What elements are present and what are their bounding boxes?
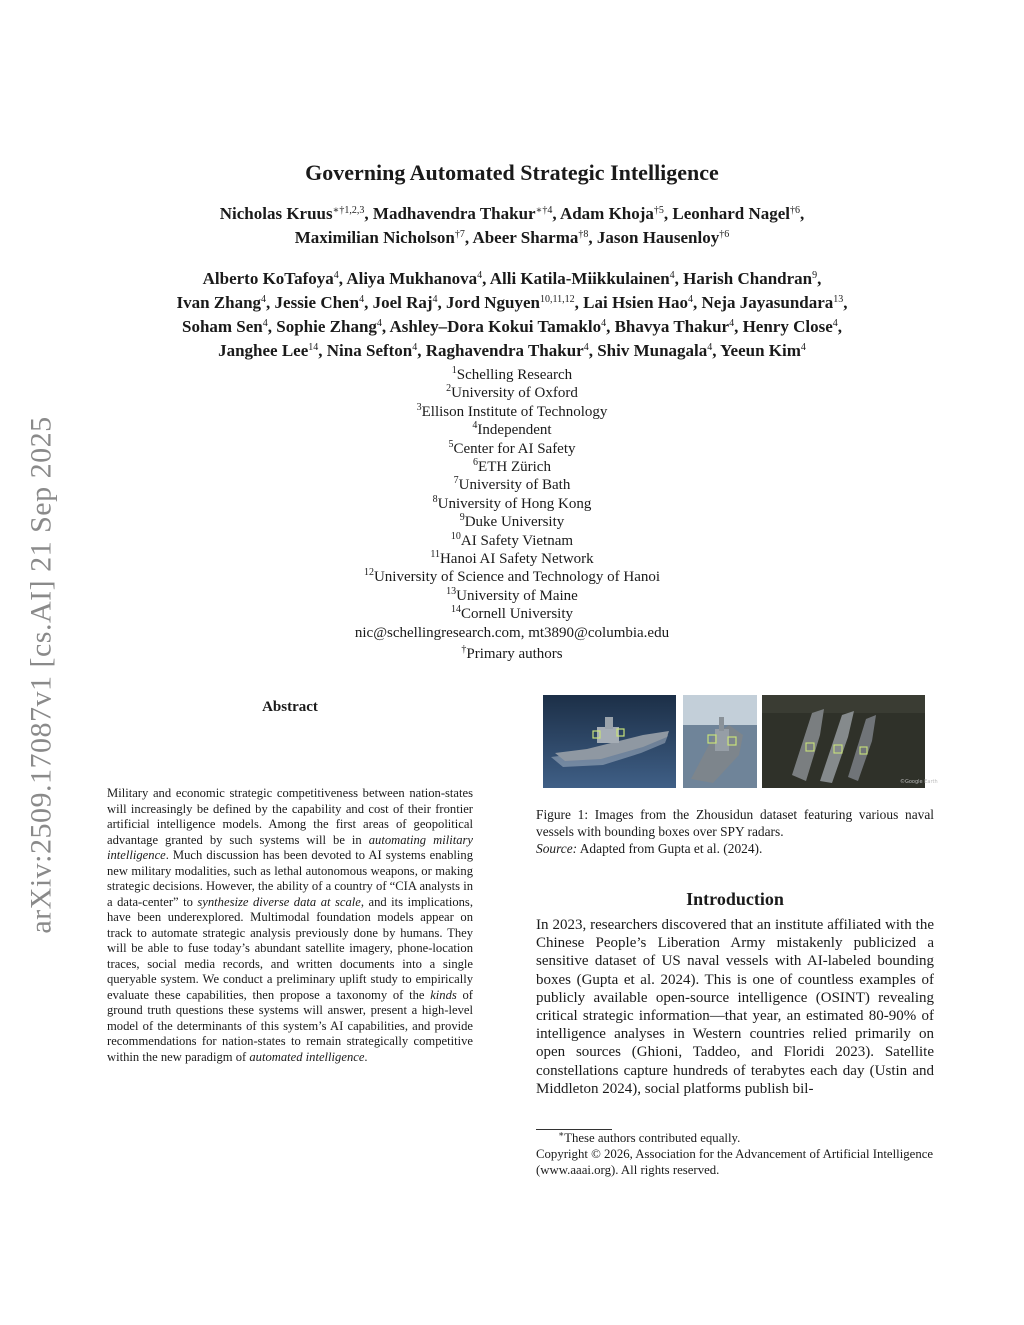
author-name: Yeeun Kim bbox=[720, 341, 801, 360]
author-name: Alli Katila-Miikkulainen bbox=[489, 269, 670, 288]
affiliation-number: 2 bbox=[446, 383, 452, 395]
affiliation bbox=[200, 403, 824, 421]
author-name: Janghee Lee bbox=[218, 341, 309, 360]
author-name: Raghavendra Thakur bbox=[425, 341, 584, 360]
affiliation-name: Ellison Institute of Technology bbox=[421, 403, 608, 420]
author-name: Alberto KoTafoya bbox=[202, 269, 334, 288]
author-name: Leonhard Nagel bbox=[672, 204, 791, 223]
author-name: Jord Nguyen bbox=[446, 293, 541, 312]
author-affil-marks: ∗†1,2,3 bbox=[332, 205, 365, 216]
abstract-heading: Abstract bbox=[262, 699, 318, 715]
affiliation-name: Duke University bbox=[464, 514, 565, 531]
affiliation-number: 6 bbox=[473, 457, 479, 469]
author-affil-marks: 4 bbox=[707, 342, 713, 353]
affiliation-number: 7 bbox=[453, 475, 459, 487]
footnotes bbox=[536, 1130, 934, 1178]
primary-authors: Nicholas Kruus$^{∗\dagger 1,2,3}$, Madhavendra Thakur$^{∗\dagger 4}$, Adam Khoja$^{\dagger 5}$, Leonhard Nagel$^{\dagger 6}$, Maximilian Nicholson$^{\dagger 7}$, Abeer Sharma$^{\dagger 8}$, Jason Hausenloy$^{\dagger 6}$ bbox=[219, 204, 805, 247]
author-name: Adam Khoja bbox=[559, 204, 654, 223]
author-affil-marks: 4 bbox=[601, 318, 607, 329]
affiliation-name: Schelling Research bbox=[456, 367, 573, 383]
author-name: Madhavendra Thakur bbox=[372, 204, 536, 223]
source-text: Adapted from Gupta et al. (2024). bbox=[577, 841, 763, 856]
affiliation-number: 11 bbox=[430, 549, 440, 561]
author-name: Abeer Sharma bbox=[472, 228, 579, 247]
author-affil-marks: 10,11,12 bbox=[540, 294, 575, 305]
author-affil-marks: 4 bbox=[412, 342, 418, 353]
figure-caption bbox=[536, 806, 934, 857]
author-affil-marks: †5 bbox=[653, 205, 664, 216]
abstract-emphasis: automated intelligence bbox=[249, 1049, 365, 1064]
affiliation-number: 1 bbox=[451, 365, 457, 376]
author-name: Bhavya Thakur bbox=[614, 317, 730, 336]
affiliation-number: 13 bbox=[446, 585, 457, 597]
affiliation-number: 14 bbox=[450, 604, 461, 616]
affiliation bbox=[200, 532, 824, 550]
note-mark: † bbox=[461, 644, 467, 656]
author-name: Ashley–Dora Kokui Tamaklo bbox=[389, 317, 602, 336]
author-name: Jason Hausenloy bbox=[596, 228, 720, 247]
affiliations bbox=[200, 366, 824, 664]
author-name: Henry Close bbox=[742, 317, 833, 336]
affiliation-name: University of Science and Technology of Hanoi bbox=[373, 569, 661, 586]
affiliation bbox=[200, 366, 824, 384]
affiliation-name: University of Hong Kong bbox=[437, 495, 592, 512]
introduction-heading: Introduction bbox=[686, 889, 784, 909]
naval-vessel-photo-3 bbox=[762, 695, 938, 788]
author-affil-marks: 4 bbox=[477, 270, 483, 281]
author-name: Shiv Munagala bbox=[597, 341, 708, 360]
affiliation bbox=[200, 568, 824, 586]
author-affil-marks: †6 bbox=[790, 205, 801, 216]
contact-emails[interactable]: nic@schellingresearch.com, mt3890@columbia.edu bbox=[354, 624, 670, 641]
author-affil-marks: 9 bbox=[812, 270, 818, 281]
author-affil-marks: 4 bbox=[688, 294, 694, 305]
author-affil-marks: 4 bbox=[262, 318, 268, 329]
affiliation-name: Independent bbox=[477, 422, 552, 439]
author-affil-marks: †6 bbox=[719, 229, 730, 240]
affiliation-name: Cornell University bbox=[460, 606, 574, 623]
author-affil-marks: 4 bbox=[832, 318, 838, 329]
primary-authors-note bbox=[200, 645, 824, 663]
author-affil-marks: 4 bbox=[432, 294, 438, 305]
author-affil-marks: 4 bbox=[729, 318, 735, 329]
author-affil-marks: 4 bbox=[583, 342, 589, 353]
copyright-notice: Copyright © 2026, Association for the Advancement of Artificial Intelligence (www.aaai.org). All rights reserved. bbox=[536, 1147, 934, 1177]
author-affil-marks: 4 bbox=[669, 270, 675, 281]
arxiv-identifier bbox=[16, 380, 68, 970]
affiliation bbox=[200, 513, 824, 531]
author-affil-marks: †7 bbox=[454, 229, 465, 240]
author-affil-marks: †8 bbox=[578, 229, 589, 240]
author-name: Soham Sen bbox=[181, 317, 263, 336]
affiliation-name: University of Maine bbox=[456, 587, 578, 604]
abstract-segment: , and its implications, have been underexplored. Multimodal foundation models appear on track to automate strategic analysis previously done by humans. They will be able to fuse today’s abundant satellite imagery, phone-location traces, social media records, and written documents into a single queryable system. We conduct a preliminary uplift study to empirically evaluate these capabilities, then propose a taxonomy of the bbox=[107, 894, 473, 1002]
abstract-emphasis: automating military intelligence bbox=[107, 832, 473, 862]
affiliation bbox=[200, 440, 824, 458]
affiliation bbox=[200, 605, 824, 623]
introduction-text: In 2023, researchers discovered that an institute affiliated with the Chinese People’s Liberation Army mistakenly publicized a sensitive dataset of US naval vessels with AI-labeled bounding boxes (Gupta et al. 2024). This is one of countless examples of publicly available open-source intelligence (OSINT) revealing critical strategic information—that year, an estimated 80-90% of intelligence analyses in Western countries relied primarily on open sources (Ghioni, Taddeo, and Floridi 2023). Satellite constellations capture hundreds of terabytes each day (Ustin and Middleton 2024), social platforms publish bil- bbox=[536, 917, 934, 1097]
affiliation-name: ETH Zürich bbox=[478, 459, 551, 476]
affiliation-number: 8 bbox=[432, 493, 438, 505]
abstract-emphasis: synthesize diverse data at scale bbox=[197, 894, 361, 909]
equal-contribution-note bbox=[536, 1130, 934, 1146]
affiliation-number: 5 bbox=[448, 438, 454, 450]
affiliation-name: AI Safety Vietnam bbox=[460, 532, 574, 549]
abstract-segment: Military and economic strategic competitiveness between nation-states will increasingly be defined by the capability and cost of their frontier artificial intelligence models. Among the first areas of geopolitical advantage granted by such systems will be in bbox=[107, 786, 473, 847]
caption-text: Figure 1: Images from the Zhousidun dataset featuring various naval vessels with bounding boxes over SPY radars. bbox=[536, 807, 934, 839]
affiliation bbox=[200, 384, 824, 402]
affiliation bbox=[200, 495, 824, 513]
affiliation-name: Hanoi AI Safety Network bbox=[439, 551, 594, 568]
footnote-mark: ∗ bbox=[558, 1129, 565, 1139]
abstract-segment: . Much discussion has been devoted to AI systems enabling new military modalities, such as lethal autonomous weapons, or making strategic decisions. However, the ability of a country of “CIA analysts in a data-center” to bbox=[107, 848, 473, 909]
author-name: Harish Chandran bbox=[683, 269, 813, 288]
affiliation-number: 10 bbox=[450, 530, 461, 542]
affiliation bbox=[200, 476, 824, 494]
author-affil-marks: 4 bbox=[261, 294, 267, 305]
author-name: Maximilian Nicholson bbox=[294, 228, 455, 247]
source-label: Source: bbox=[536, 841, 578, 856]
author-name: Nina Sefton bbox=[326, 341, 413, 360]
author-affil-marks: 4 bbox=[359, 294, 365, 305]
author-name: Aliya Mukhanova bbox=[346, 269, 478, 288]
author-name: Sophie Zhang bbox=[276, 317, 377, 336]
author-affil-marks: 4 bbox=[333, 270, 339, 281]
affiliation-name: Center for AI Safety bbox=[453, 440, 576, 457]
paper-title: Governing Automated Strategic Intelligence bbox=[305, 160, 719, 185]
abstract-segment: of ground truth questions these systems will answer, present a high-level model of the determinants of this system’s AI capabilities, and provide recommendations for nation-states to remain strategically competitive within the new paradigm of bbox=[107, 987, 473, 1064]
footnote-text: These authors contributed equally. bbox=[564, 1131, 741, 1145]
author-affil-marks: ∗†4 bbox=[535, 205, 553, 216]
affiliation-number: 4 bbox=[472, 420, 478, 432]
author-affil-marks: 4 bbox=[800, 342, 806, 353]
abstract-emphasis: kinds bbox=[430, 987, 457, 1002]
affiliation bbox=[200, 458, 824, 476]
figure-1 bbox=[543, 695, 938, 788]
naval-vessel-photo-2 bbox=[683, 695, 757, 788]
abstract-text bbox=[107, 786, 473, 1065]
arxiv-identifier-text: arXiv:2509.17087v1 [cs.AI] 21 Sep 2025 bbox=[25, 416, 58, 934]
note-text: Primary authors bbox=[466, 646, 563, 663]
author-name: Ivan Zhang bbox=[176, 293, 262, 312]
naval-vessel-photo-1 bbox=[543, 695, 676, 788]
author-name: Nicholas Kruus bbox=[219, 204, 333, 223]
affiliation bbox=[200, 587, 824, 605]
author-name: Jessie Chen bbox=[274, 293, 360, 312]
author-affil-marks: 13 bbox=[833, 294, 844, 305]
author-affil-marks: 14 bbox=[308, 342, 319, 353]
affiliation-number: 9 bbox=[459, 512, 465, 524]
author-name: Neja Jayasundara bbox=[701, 293, 834, 312]
affiliation-number: 3 bbox=[416, 401, 422, 413]
map-watermark: ©Google Earth bbox=[900, 779, 938, 785]
affiliation-number: 12 bbox=[363, 567, 374, 579]
author-affil-marks: 4 bbox=[376, 318, 382, 329]
abstract-segment: . bbox=[364, 1049, 368, 1064]
affiliation-name: University of Oxford bbox=[451, 385, 578, 402]
caption-source bbox=[536, 840, 934, 857]
affiliation-name: University of Bath bbox=[458, 477, 571, 494]
secondary-authors: Alberto KoTafoya$^4$, Aliya Mukhanova$^4$, Alli Katila-Miikkulainen$^4$, Harish Chandran$^9$, Ivan Zhang$^4$, Jessie Chen$^4$, Joel Raj$^4$, Jord Nguyen$^{10,11,12}$, Lai Hsien Hao$^4$, Neja Jayasundara$^{13}$, Soham Sen$^4$, Sophie Zhang$^4$, Ashley–Dora Kokui Tamaklo$^4$, Bhavya Thakur$^4$, Henry Close$^4$, Janghee Lee$^{14}$, Nina Sefton$^4$, Raghavendra Thakur$^4$, Shiv Munagala$^4$, Yeeun Kim$^4$ bbox=[176, 269, 848, 360]
author-name: Joel Raj bbox=[372, 293, 433, 312]
affiliation bbox=[200, 421, 824, 439]
affiliation bbox=[200, 550, 824, 568]
author-name: Lai Hsien Hao bbox=[583, 293, 689, 312]
